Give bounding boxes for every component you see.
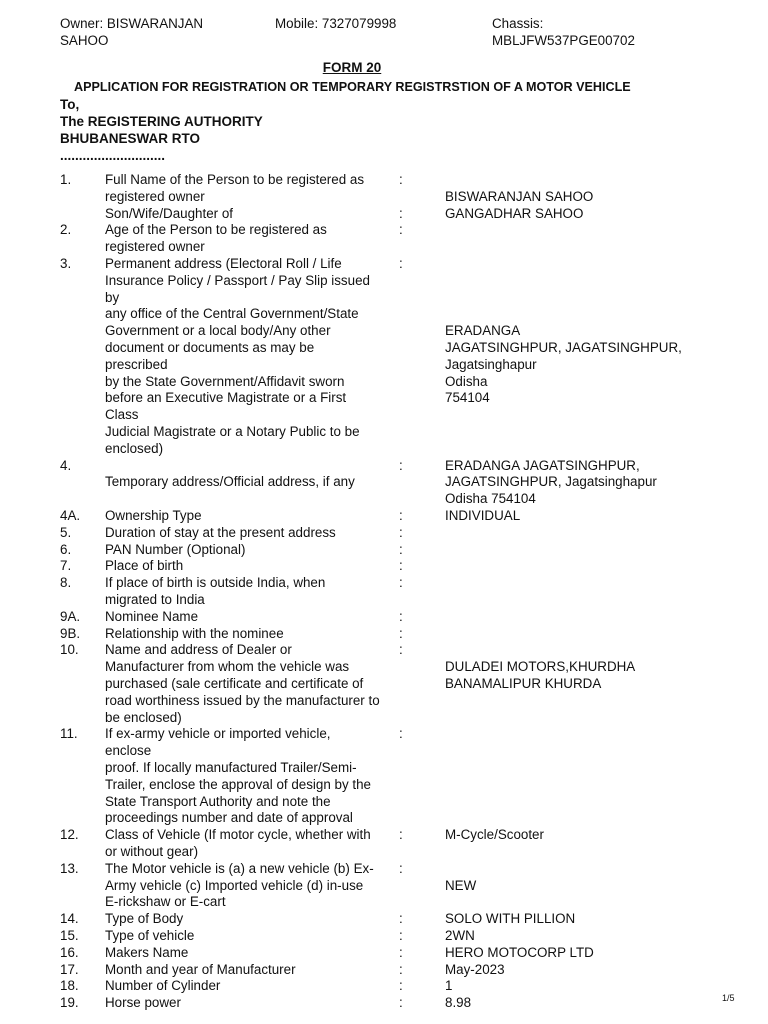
- row-value: [445, 172, 725, 206]
- row-number: 14.: [60, 911, 79, 927]
- row-value: [445, 928, 725, 945]
- form-row: [0, 978, 768, 995]
- form-row: [0, 642, 768, 726]
- addressee-to: To,: [60, 97, 80, 112]
- form-fields: [0, 172, 768, 1012]
- description-line: Temporary address/Official address, if any: [105, 474, 355, 490]
- value-line: GANGADHAR SAHOO: [445, 205, 584, 221]
- row-value: [445, 945, 725, 962]
- value-line: [445, 172, 725, 189]
- description-line: purchased (sale certificate and certificate of: [105, 675, 364, 691]
- row-number: 8.: [60, 575, 72, 591]
- row-description: [105, 995, 400, 1012]
- description-line: prescribed: [105, 356, 168, 372]
- description-line: Full Name of the Person to be registered as: [105, 172, 365, 187]
- description-line: E-rickshaw or E-cart: [105, 894, 226, 910]
- form-row: [0, 945, 768, 962]
- form-row: [0, 827, 768, 861]
- description-line: Makers Name: [105, 944, 189, 960]
- description-line: Manufacturer from whom the vehicle was: [105, 659, 350, 675]
- value-line: M-Cycle/Scooter: [445, 827, 544, 843]
- value-line: 754104: [445, 390, 490, 406]
- row-colon: :: [399, 558, 403, 574]
- description-line: enclose: [105, 743, 152, 759]
- row-number: 7.: [60, 558, 72, 574]
- form-row: [0, 575, 768, 609]
- row-colon: :: [399, 507, 403, 523]
- description-line: proceedings number and date of approval: [105, 810, 353, 826]
- form-row: [0, 861, 768, 911]
- row-description: [105, 962, 400, 979]
- row-number: 1.: [60, 172, 72, 187]
- row-number: 12.: [60, 827, 79, 843]
- description-line: The Motor vehicle is (a) a new vehicle (b) Ex-: [105, 860, 374, 876]
- row-number: 6.: [60, 541, 72, 557]
- description-line: Number of Cylinder: [105, 978, 221, 994]
- row-description: [105, 222, 400, 256]
- row-value: [445, 861, 725, 895]
- form-title: FORM 20: [322, 60, 382, 75]
- row-number: 10.: [60, 642, 79, 658]
- row-description: [105, 861, 400, 911]
- value-line: NEW: [445, 877, 477, 893]
- form-subtitle: APPLICATION FOR REGISTRATION OR TEMPORARY REGISTRSTION OF A MOTOR VEHICLE: [74, 80, 631, 94]
- value-line: [445, 273, 725, 290]
- value-line: [445, 256, 725, 273]
- row-value: [445, 827, 725, 844]
- row-colon: :: [399, 541, 403, 557]
- row-description: [105, 558, 400, 575]
- page-number: 1/5: [722, 993, 735, 1003]
- form-row: [0, 726, 768, 827]
- row-colon: :: [399, 978, 403, 994]
- description-line: Type of Body: [105, 911, 184, 927]
- form-row: [0, 458, 768, 508]
- value-line: INDIVIDUAL: [445, 507, 521, 523]
- chassis-label: [492, 15, 635, 49]
- row-number: 16.: [60, 944, 79, 960]
- value-line: SOLO WITH PILLION: [445, 911, 576, 927]
- description-line: migrated to India: [105, 591, 205, 607]
- description-line: Permanent address (Electoral Roll / Life: [105, 255, 342, 271]
- row-description: [105, 911, 400, 928]
- row-colon: :: [399, 575, 403, 591]
- form-row: [0, 928, 768, 945]
- row-colon: :: [399, 827, 403, 843]
- form-row: [0, 206, 768, 223]
- value-line: [445, 861, 725, 878]
- owner-line-1: Owner: BISWARANJAN: [60, 16, 204, 31]
- row-colon: :: [399, 524, 403, 540]
- value-line: BANAMALIPUR KHURDA: [445, 675, 602, 691]
- row-colon: :: [399, 726, 403, 742]
- value-line: Odisha: [445, 373, 488, 389]
- row-description: [105, 525, 400, 542]
- row-colon: :: [399, 172, 403, 187]
- value-line: DULADEI MOTORS,KHURDHA: [445, 659, 636, 675]
- row-description: [105, 978, 400, 995]
- description-line: Army vehicle (c) Imported vehicle (d) in-use: [105, 877, 364, 893]
- description-line: Month and year of Manufacturer: [105, 961, 296, 977]
- value-line: [445, 290, 725, 307]
- row-colon: :: [399, 457, 403, 473]
- form-row: [0, 962, 768, 979]
- row-number: 9A.: [60, 608, 81, 624]
- row-description: [105, 575, 400, 609]
- description-line: Class: [105, 407, 139, 423]
- description-line: or without gear): [105, 843, 199, 859]
- mobile-label: Mobile: 7327079998: [275, 16, 397, 31]
- form-row: [0, 256, 768, 458]
- row-value: [445, 995, 725, 1012]
- description-line: Judicial Magistrate or a Notary Public to be: [105, 423, 360, 439]
- value-line: JAGATSINGHPUR, JAGATSINGHPUR,: [445, 339, 682, 355]
- owner-line-2: SAHOO: [60, 33, 109, 48]
- row-description: [105, 458, 400, 492]
- value-line: 2WN: [445, 927, 475, 943]
- description-line: If ex-army vehicle or imported vehicle,: [105, 726, 331, 742]
- row-description: [105, 206, 400, 223]
- row-description: [105, 726, 400, 827]
- description-line: enclosed): [105, 440, 164, 456]
- row-colon: :: [399, 642, 403, 658]
- addressee-rto: BHUBANESWAR RTO: [60, 131, 201, 146]
- row-description: [105, 626, 400, 643]
- row-number: 17.: [60, 961, 79, 977]
- description-line: Relationship with the nominee: [105, 625, 284, 641]
- description-line: If place of birth is outside India, when: [105, 575, 326, 591]
- description-line: Son/Wife/Daughter of: [105, 205, 234, 221]
- description-line: document or documents as may be: [105, 339, 315, 355]
- description-line: Name and address of Dealer or: [105, 642, 292, 658]
- row-number: 3.: [60, 255, 72, 271]
- value-line: 8.98: [445, 995, 472, 1011]
- row-colon: :: [399, 222, 403, 238]
- row-number: 19.: [60, 995, 79, 1011]
- row-description: [105, 609, 400, 626]
- description-line: road worthiness issued by the manufacturer to: [105, 692, 380, 708]
- description-line: State Transport Authority and note the: [105, 793, 331, 809]
- addressee-block: [60, 96, 263, 164]
- description-line: Insurance Policy / Passport / Pay Slip issued: [105, 272, 370, 288]
- row-value: [445, 206, 725, 223]
- description-line: Duration of stay at the present address: [105, 524, 336, 540]
- value-line: [445, 306, 725, 323]
- value-line: BISWARANJAN SAHOO: [445, 188, 594, 204]
- row-description: [105, 508, 400, 525]
- row-colon: :: [399, 205, 403, 221]
- form-row: [0, 525, 768, 542]
- description-line: [105, 458, 400, 475]
- row-colon: :: [399, 625, 403, 641]
- value-line: 1: [445, 978, 453, 994]
- chassis-line-2: MBLJFW537PGE00702: [492, 33, 635, 48]
- value-line: ERADANGA JAGATSINGHPUR,: [445, 457, 640, 473]
- row-number: 11.: [60, 726, 78, 742]
- row-colon: :: [399, 995, 403, 1011]
- row-number: 5.: [60, 524, 72, 540]
- form-row: [0, 508, 768, 525]
- row-number: 13.: [60, 860, 79, 876]
- row-number: 4.: [60, 457, 72, 473]
- description-line: Nominee Name: [105, 608, 199, 624]
- row-value: [445, 642, 725, 692]
- form-row: [0, 626, 768, 643]
- row-colon: :: [399, 927, 403, 943]
- row-description: [105, 172, 400, 206]
- form-row: [0, 609, 768, 626]
- row-colon: :: [399, 255, 403, 271]
- form-row: [0, 558, 768, 575]
- description-line: registered owner: [105, 188, 205, 204]
- row-colon: :: [399, 860, 403, 876]
- row-value: [445, 911, 725, 928]
- form-row: [0, 222, 768, 256]
- row-value: [445, 978, 725, 995]
- description-line: Place of birth: [105, 558, 184, 574]
- description-line: Horse power: [105, 995, 181, 1011]
- form-row: [0, 172, 768, 206]
- description-line: before an Executive Magistrate or a First: [105, 390, 347, 406]
- description-line: Government or a local body/Any other: [105, 323, 331, 339]
- value-line: HERO MOTOCORP LTD: [445, 944, 594, 960]
- description-line: any office of the Central Government/State: [105, 306, 359, 322]
- description-line: registered owner: [105, 239, 205, 255]
- value-line: [445, 642, 725, 659]
- row-description: [105, 928, 400, 945]
- row-number: 15.: [60, 927, 79, 943]
- value-line: Jagatsinghapur: [445, 356, 537, 372]
- row-colon: :: [399, 944, 403, 960]
- row-description: [105, 542, 400, 559]
- row-value: [445, 962, 725, 979]
- description-line: by: [105, 289, 120, 305]
- row-number: 18.: [60, 978, 79, 994]
- form-row: [0, 542, 768, 559]
- addressee-authority: The REGISTERING AUTHORITY: [60, 114, 263, 129]
- row-number: 4A.: [60, 507, 81, 523]
- row-description: [105, 642, 400, 726]
- row-value: [445, 508, 725, 525]
- description-line: Trailer, enclose the approval of design by the: [105, 776, 371, 792]
- row-description: [105, 945, 400, 962]
- description-line: be enclosed): [105, 709, 182, 725]
- form-row: [0, 911, 768, 928]
- row-description: [105, 827, 400, 861]
- owner-label: [60, 15, 203, 49]
- addressee-dots: ............................: [60, 148, 166, 163]
- description-line: Type of vehicle: [105, 927, 195, 943]
- description-line: Ownership Type: [105, 507, 202, 523]
- row-number: 2.: [60, 222, 72, 238]
- value-line: Odisha 754104: [445, 491, 536, 507]
- description-line: by the State Government/Affidavit sworn: [105, 373, 345, 389]
- row-value: [445, 256, 725, 407]
- value-line: JAGATSINGHPUR, Jagatsinghapur: [445, 474, 657, 490]
- description-line: proof. If locally manufactured Trailer/Semi-: [105, 759, 357, 775]
- value-line: May-2023: [445, 961, 505, 977]
- row-colon: :: [399, 608, 403, 624]
- row-colon: :: [399, 911, 403, 927]
- row-colon: :: [399, 961, 403, 977]
- value-line: ERADANGA: [445, 323, 521, 339]
- form-row: [0, 995, 768, 1012]
- description-line: Age of the Person to be registered as: [105, 222, 327, 238]
- row-number: 9B.: [60, 625, 81, 641]
- description-line: PAN Number (Optional): [105, 541, 246, 557]
- row-value: [445, 458, 725, 508]
- description-line: Class of Vehicle (If motor cycle, whether with: [105, 827, 371, 843]
- row-description: [105, 256, 400, 458]
- chassis-line-1: Chassis:: [492, 16, 544, 31]
